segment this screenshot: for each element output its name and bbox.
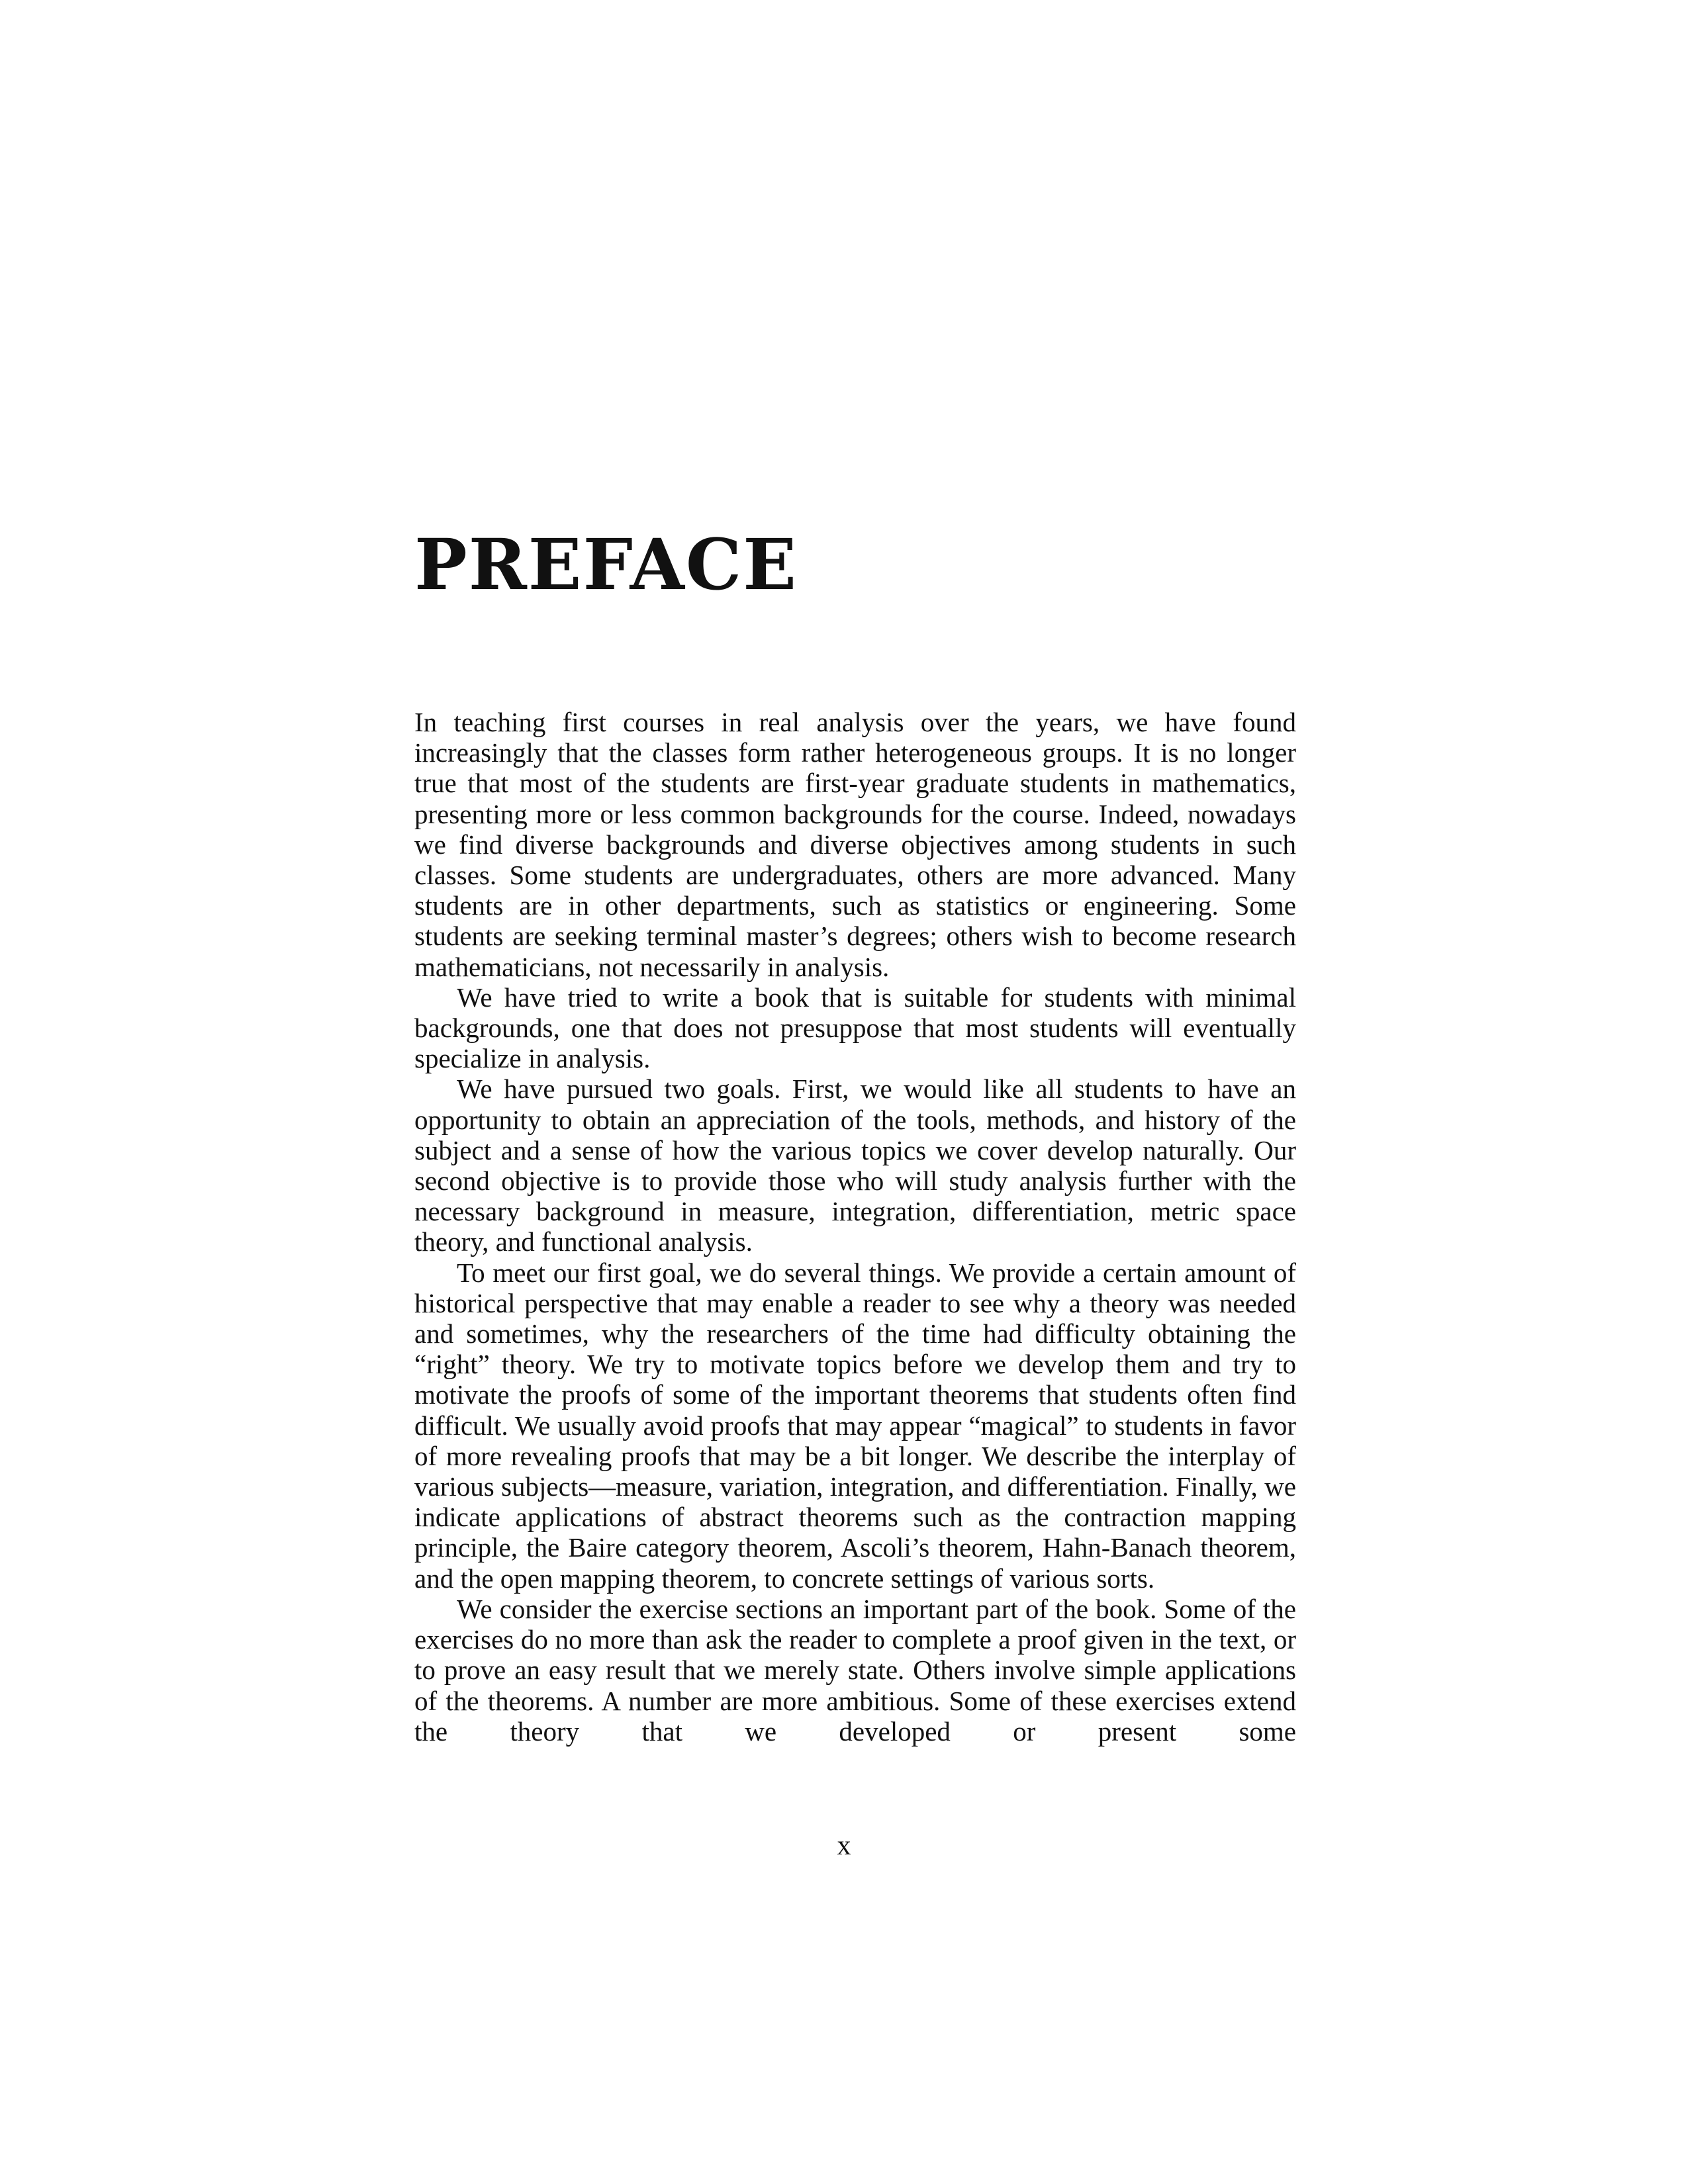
paragraph-4: To meet our first goal, we do several things. We provide a certain amount of historical perspective that may enable a reader to see why a theory was needed and sometimes, why the researchers of the time had difficulty obtaining the “right” theory. We try to motivate topics before we develop them and try to motivate the proofs of some of the important theorems that students often find difficult. We usually avoid proofs that may appear “magical” to students in favor of more revealing proofs that may be a bit longer. We describe the interplay of various subjects—measure, variation, integration, and differentiation. Finally, we indicate applications of abstract theorems such as the contraction mapping principle, the Baire category theorem, Ascoli’s theorem, Hahn-Banach theorem, and the open mapping theorem, to concrete settings of various sorts.: [414, 1257, 1296, 1594]
page-number: x: [837, 1831, 851, 1861]
page-title: PREFACE: [414, 523, 798, 606]
paragraph-5: We consider the exercise sections an important part of the book. Some of the exercises do no more than ask the reader to complete a proof given in the text, or to prove an easy result that we merely state. Others involve simple applications of the theorems. A number are more ambitious. Some of these exercises extend the theory that we developed or present some: [414, 1593, 1296, 1747]
paragraph-2: We have tried to write a book that is suitable for students with minimal backgrounds, one that does not presuppose that most students will eventually specialize in analysis.: [414, 981, 1296, 1074]
paragraph-3: We have pursued two goals. First, we would like all students to have an opportunity to obtain an appreciation of the tools, methods, and history of the subject and a sense of how the various topics we cover develop naturally. Our second objective is to provide those who will study analysis further with the necessary background in measure, integration, differentiation, metric space theory, and functional analysis.: [414, 1073, 1296, 1257]
preface-body: [414, 707, 1296, 1747]
paragraph-1: In teaching first courses in real analysis over the years, we have found increasingly that the classes form rather heterogeneous groups. It is no longer true that most of the students are first-year graduate students in mathematics, presenting more or less common backgrounds for the course. Indeed, nowadays we find diverse backgrounds and diverse objectives among students in such classes. Some students are undergraduates, others are more advanced. Many students are in other departments, such as statistics or engineering. Some students are seeking terminal master’s degrees; others wish to become research mathematicians, not necessarily in analysis.: [414, 707, 1296, 982]
